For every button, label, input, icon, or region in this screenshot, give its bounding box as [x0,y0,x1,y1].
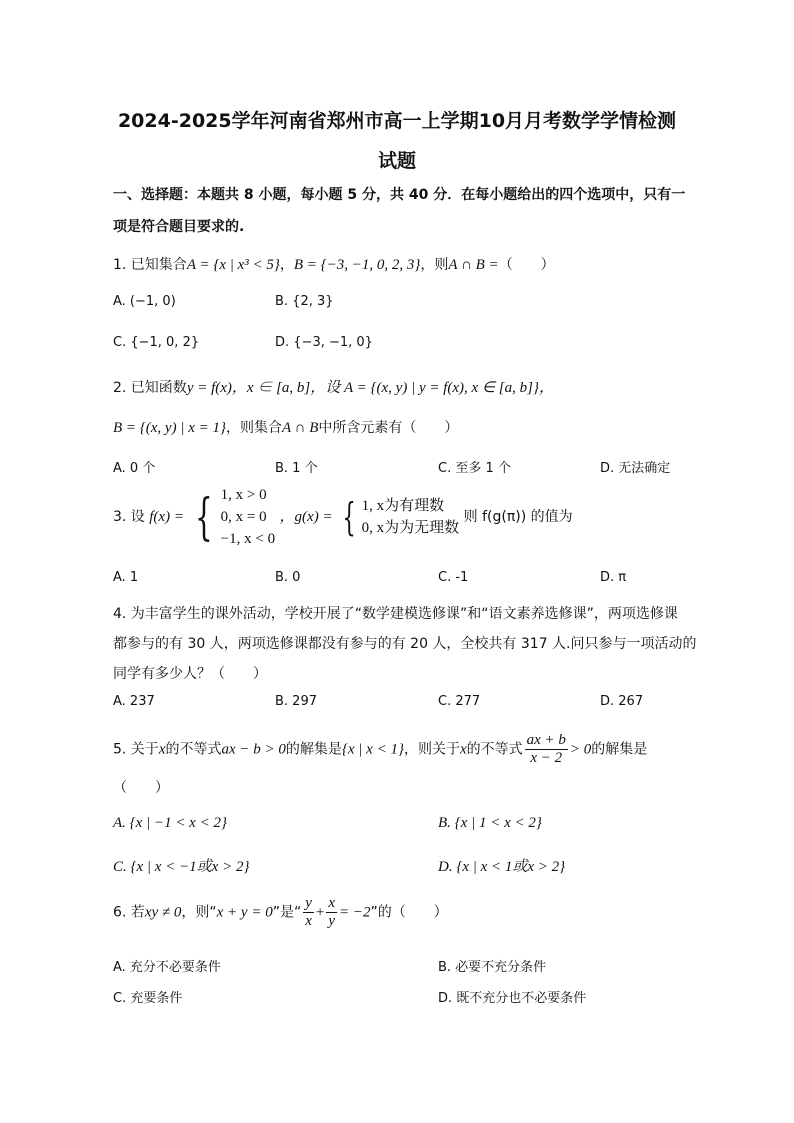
question-2-option-b: B. 1 个 [275,461,318,476]
question-5-mid-3: ，则关于 [403,741,460,758]
question-2-line-2 [113,417,458,437]
question-5-inequality: ax − b > 0 [221,741,286,758]
question-2-set-b: B = {(x, y) | x = 1} [113,420,226,436]
question-3-f-case-2: 0, x = 0 [220,509,267,525]
question-6-fraction-1-den: x [305,913,312,929]
question-5 [113,732,647,767]
question-4: 4. 为丰富学生的课外活动，学校开展了“数学建模选修课”和“语文素养选修课”，两项选修课 [113,606,678,622]
question-3-g-label: ，g(x) = [279,509,333,525]
question-1-option-c: C. {−1, 0, 2} [113,335,200,350]
question-6-fraction-2 [326,895,337,930]
question-3-option-a: A. 1 [113,570,139,585]
question-6-mid-2: ”是“ [272,904,302,921]
question-5-gt-zero: > 0 [569,741,592,758]
question-5-fraction [525,732,568,767]
question-6-option-d: D. 既不充分也不必要条件 [438,991,587,1006]
question-6 [113,895,448,930]
question-1-expr: A ∩ B = [448,257,499,273]
question-5-numerator: ax + b [526,732,566,748]
question-4-option-a: A. 237 [113,694,155,709]
question-6-statement-p: x + y = 0 [216,904,273,921]
question-2-expr: A ∩ B [282,420,319,436]
question-6-option-c: C. 充要条件 [113,991,183,1006]
question-3-g-brace: { [342,495,356,539]
question-5-paren: （ ） [113,780,169,796]
question-1 [113,254,555,274]
question-2-option-a: A. 0 个 [113,461,156,476]
question-3-option-d: D. π [600,570,627,585]
question-6-fraction-2-den: y [328,913,336,929]
question-3-f-case-3: −1, x < 0 [220,531,276,547]
question-3 [113,484,573,550]
question-6-condition: xy ≠ 0 [144,904,182,921]
question-1-sep: ， [279,257,294,273]
question-5-mid-4: 的不等式 [466,741,523,758]
question-3-f-label: f(x) = [149,509,184,525]
question-4-option-c: C. 277 [438,694,481,709]
question-3-g-case-2: 0, x为为无理数 [361,520,460,536]
question-4-option-d: D. 267 [600,694,644,709]
question-3-prefix: 3. 设 [113,509,145,525]
question-5-tail: 的解集是 [591,741,648,758]
question-2-prefix: 2. 已知函数 [113,380,187,396]
question-6-fraction-1 [303,895,314,930]
question-5-option-b: B. {x | 1 < x < 2} [438,815,542,831]
question-1-option-a: A. (−1, 0) [113,294,176,309]
question-4-line-3: 同学有多少人？（ ） [113,666,267,682]
question-2-set-a: ，设 A = {(x, y) | y = f(x), x ∈ [a, b]}， [310,380,554,396]
question-2-function: y = f(x) [186,380,232,396]
question-6-mid-1: ，则“ [181,904,217,921]
question-6-fraction-1-num: y [305,895,312,911]
question-5-denominator: x − 2 [530,750,563,766]
question-3-g-case-1: 1, x为有理数 [361,498,445,514]
question-6-plus: + [315,904,325,921]
question-6-equals: = −2 [339,904,371,921]
question-3-f-cases [221,484,275,550]
question-3-f-brace: { [195,488,214,546]
page-title-continued: 试题 [377,150,416,172]
question-1-set-b: B = {−3, −1, 0, 2, 3} [293,257,421,273]
question-1-prefix: 1. 已知集合 [113,257,187,273]
section-heading-continued: 项是符合题目要求的. [113,219,245,235]
question-5-prefix: 5. 关于 [113,741,159,758]
question-6-option-a: A. 充分不必要条件 [113,960,221,975]
question-1-option-b: B. {2, 3} [275,294,334,309]
question-6-prefix: 6. 若 [113,904,145,921]
section-heading: 一、选择题：本题共 8 小题，每小题 5 分，共 40 分．在每小题给出的四个选项中，只有一 [113,187,686,203]
question-2-ask: ，则集合 [226,420,282,436]
question-5-option-a: A. {x | −1 < x < 2} [113,815,227,831]
question-6-fraction-2-num: x [328,895,336,911]
question-5-solution-set: {x | x < 1} [341,741,404,758]
question-4-line-2: 都参与的有 30 人，两项选修课都没有参与的有 20 人，全校共有 317 人.问只参与一项活动的 [113,636,697,652]
question-6-option-b: B. 必要不充分条件 [438,960,547,975]
question-2 [113,376,554,397]
question-3-tail: 则 f(g(π)) 的值为 [463,509,573,525]
question-2-domain: ，x ∈ [a, b] [231,380,311,396]
question-2-tail: 中所含元素有（ ） [318,420,459,436]
question-1-set-a: A = {x | x³ < 5} [186,257,280,273]
question-2-option-c: C. 至多 1 个 [438,461,511,476]
question-6-tail: ”的（ ） [370,904,448,921]
question-5-var-x: x [158,741,166,758]
question-4-option-b: B. 297 [275,694,317,709]
question-3-g-cases [362,495,460,539]
question-5-option-c: C. {x | x < −1或x > 2} [113,859,250,875]
question-3-f-case-1: 1, x > 0 [220,487,267,503]
question-1-option-d: D. {−3, −1, 0} [275,335,373,350]
question-3-option-b: B. 0 [275,570,301,585]
question-1-paren: （ ） [498,257,555,273]
question-5-option-d: D. {x | x < 1或x > 2} [438,859,566,875]
question-5-mid-1: 的不等式 [165,741,222,758]
page-title: 2024-2025学年河南省郑州市高一上学期10月月考数学学情检测 [117,110,677,132]
question-2-option-d: D. 无法确定 [600,461,671,476]
question-5-var-x-2: x [459,741,467,758]
question-5-mid-2: 的解集是 [285,741,342,758]
question-3-option-c: C. -1 [438,570,469,585]
question-1-ask: ，则 [420,257,449,273]
